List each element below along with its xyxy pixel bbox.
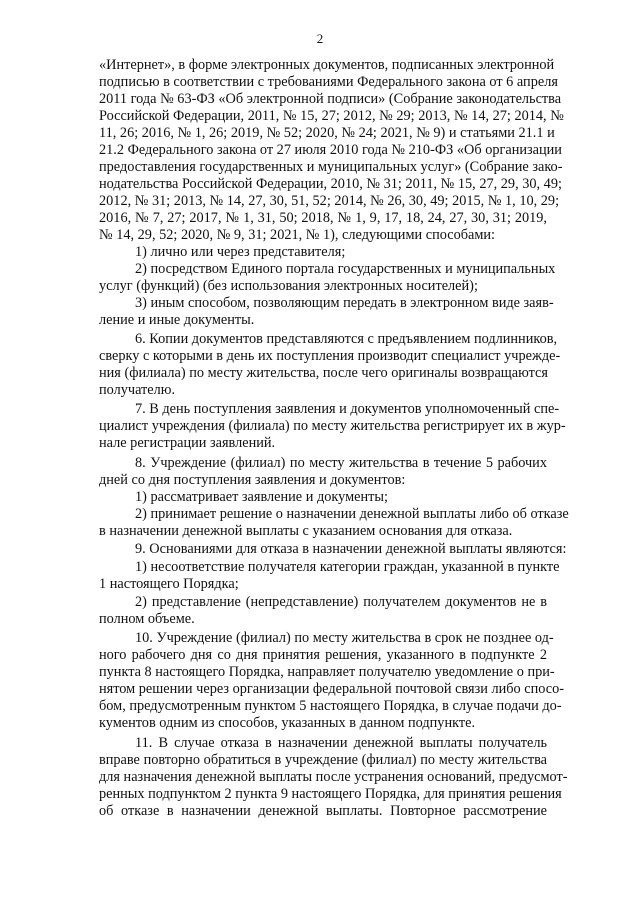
- text-line: 2) посредством Единого портала государственных и муниципальных: [135, 261, 556, 277]
- text-line: 7. В день поступления заявления и документов уполномоченный спе-: [135, 401, 560, 417]
- text-line: предоставления государственных и муниципальных услуг» (Собрание зако-: [99, 159, 563, 175]
- text-line: сверку с которыми в день их поступления производит специалист учрежде-: [99, 348, 561, 364]
- text-line: пункта 8 настоящего Порядка, направляет получателю уведомление о при-: [99, 664, 555, 680]
- text-line: кументов одним из способов, указанных в данном подпункте.: [99, 715, 476, 731]
- text-line: 1) рассматривает заявление и документы;: [135, 489, 388, 505]
- text-line: услуг (функций) (без использования электронных носителей);: [99, 278, 478, 294]
- text-line: ного рабочего дня со дня принятия решения, указанного в подпункте 2: [99, 647, 547, 663]
- text-line: дней со дня поступления заявления и документов:: [99, 472, 406, 488]
- text-line: получателю.: [99, 382, 176, 398]
- text-line: подписью в соответствии с требованиями Федерального закона от 6 апреля: [99, 74, 558, 90]
- text-line: бом, предусмотренным пунктом 5 настоящего Порядка, в случае подачи до-: [99, 698, 562, 714]
- text-line: 10. Учреждение (филиал) по месту жительства в срок не позднее од-: [135, 630, 554, 646]
- text-line: для назначения денежной выплаты после устранения оснований, предусмот-: [99, 769, 568, 785]
- text-line: ление и иные документы.: [99, 312, 255, 328]
- text-line: циалист учреждения (филиала) по месту жительства регистрирует их в жур-: [99, 418, 566, 434]
- text-line: нятом решении через организации федеральной почтовой связи либо спосо-: [99, 681, 565, 697]
- text-line: ренных подпунктом 2 пункта 9 настоящего Порядка, для принятия решения: [99, 786, 562, 802]
- text-line: 21.2 Федерального закона от 27 июля 2010 года № 210-ФЗ «Об организации: [99, 142, 562, 158]
- text-line: «Интернет», в форме электронных документов, подписанных электронной: [99, 57, 555, 73]
- text-line: 1 настоящего Порядка;: [99, 576, 239, 592]
- text-line: 1) лично или через представителя;: [135, 244, 346, 260]
- text-line: 1) несоответствие получателя категории граждан, указанной в пункте: [135, 559, 560, 575]
- text-line: в назначении денежной выплаты с указанием основания для отказа.: [99, 523, 513, 539]
- text-line: 8. Учреждение (филиал) по месту жительства в течение 5 рабочих: [135, 455, 547, 471]
- text-line: 11, 26; 2016, № 1, 26; 2019, № 52; 2020, № 24; 2021, № 9) и статьями 21.1 и: [99, 125, 555, 141]
- text-line: 11. В случае отказа в назначении денежной выплаты получатель: [135, 735, 547, 751]
- text-line: 2016, № 7, 27; 2017, № 1, 31, 50; 2018, № 1, 9, 17, 18, 24, 27, 30, 31; 2019,: [99, 210, 547, 226]
- text-line: полном объеме.: [99, 611, 195, 627]
- text-line: 9. Основаниями для отказа в назначении денежной выплаты являются:: [135, 541, 567, 557]
- text-line: Российской Федерации, 2011, № 15, 27; 2012, № 29; 2013, № 14, 27; 2014, №: [99, 108, 564, 124]
- text-line: 6. Копии документов представляются с предъявлением подлинников,: [135, 331, 558, 347]
- text-line: ния (филиала) по месту жительства, после чего оригиналы возвращаются: [99, 365, 548, 381]
- text-line: 2) принимает решение о назначении денежной выплаты либо об отказе: [135, 506, 569, 522]
- text-line: 2012, № 31; 2013, № 14, 27, 30, 51, 52; 2014, № 26, 30, 49; 2015, № 1, 10, 29;: [99, 193, 560, 209]
- text-line: об отказе в назначении денежной выплаты. Повторное рассмотрение: [99, 803, 547, 819]
- text-line: 2011 года № 63-ФЗ «Об электронной подписи» (Собрание законодательства: [99, 91, 562, 107]
- text-line: 3) иным способом, позволяющим передать в электронном виде заяв-: [135, 295, 554, 311]
- text-line: № 14, 29, 52; 2020, № 9, 31; 2021, № 1), следующими способами:: [99, 227, 496, 243]
- text-line: нале регистрации заявлений.: [99, 435, 276, 451]
- text-line: 2) представление (непредставление) получателем документов не в: [135, 594, 547, 610]
- text-line: вправе повторно обратиться в учреждение (филиал) по месту жительства: [99, 752, 547, 768]
- page-number: 2: [316, 31, 324, 46]
- text-line: нодательства Российской Федерации, 2010, № 31; 2011, № 15, 27, 29, 30, 49;: [99, 176, 562, 192]
